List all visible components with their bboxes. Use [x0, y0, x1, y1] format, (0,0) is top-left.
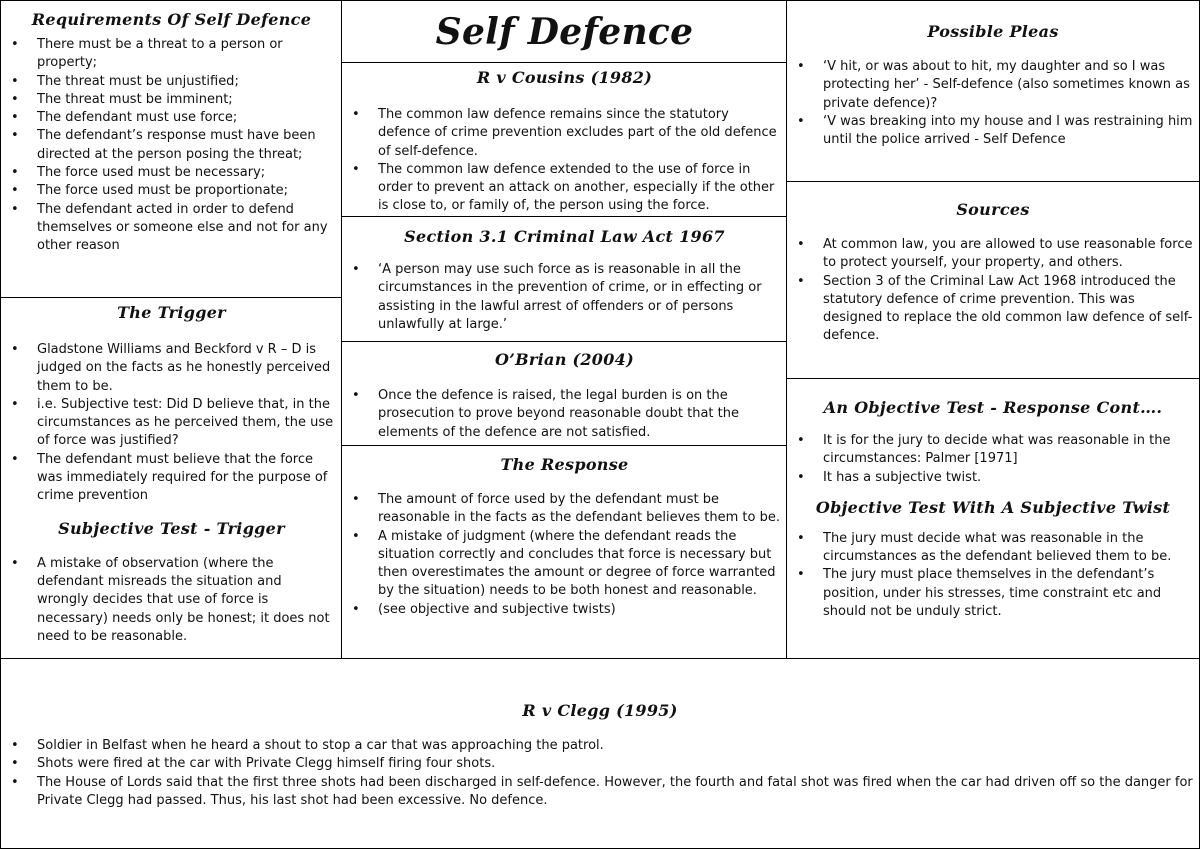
trigger-box [0, 297, 343, 660]
list-item: • Soldier in Belfast when he heard a shout to stop a car that was approaching the patrol. [1, 737, 1199, 755]
requirements-list [1, 36, 342, 256]
objective-twist-title: Objective Test With A Subjective Twist [815, 497, 1171, 517]
objective-cont-list [787, 432, 1199, 487]
trigger-list [1, 341, 342, 506]
list-item: • The jury must decide what was reasonable in the circumstances as the defendant believed them to be. [787, 530, 1199, 567]
section3-title: Section 3.1 Criminal Law Act 1967 [404, 227, 725, 246]
list-item: • Once the defence is raised, the legal burden is on the prosecution to prove beyond reasonable doubt that the elements of the defence are not satisfied. [342, 387, 787, 442]
requirements-box [0, 0, 343, 299]
list-item: • The defendant’s response must have been directed at the person posing the threat; [1, 127, 342, 164]
obrian-list [342, 387, 787, 442]
list-item: • It is for the jury to decide what was reasonable in the circumstances: Palmer [1971] [787, 432, 1199, 469]
list-item: • The House of Lords said that the first three shots had been discharged in self-defence. However, the fourth and fatal shot was fired when the car had driven off so the danger for Private Clegg had passed. Thus, his last shot had been excessive. No defence. [1, 774, 1199, 811]
list-item: • ‘A person may use such force as is reasonable in all the circumstances in the prevention of crime, or in effecting or assisting in the lawful arrest of offenders or of persons unlawfully at large.’ [342, 261, 787, 334]
list-item: • i.e. Subjective test: Did D believe that, in the circumstances as he perceived them, the use of force was justified? [1, 396, 342, 451]
cousins-list [342, 106, 787, 216]
sources-box [786, 181, 1200, 380]
page-title: Self Defence [435, 11, 694, 53]
clegg-title: R v Clegg (1995) [522, 701, 678, 720]
subjective-trigger-title: Subjective Test - Trigger [58, 518, 285, 538]
subjective-trigger-list [1, 555, 342, 646]
page-title-box [341, 0, 788, 64]
list-item: • ‘V hit, or was about to hit, my daughter and so I was protecting her’ - Self-defence (also sometimes known as private defence)? [787, 58, 1199, 113]
list-item: • A mistake of observation (where the defendant misreads the situation and wrongly decides that use of force is necessary) needs only be honest; it does not need to be reasonable. [1, 555, 342, 646]
section3-list [342, 261, 787, 334]
list-item: • The defendant must believe that the force was immediately required for the purpose of crime prevention [1, 451, 342, 506]
clegg-box [0, 658, 1200, 849]
sources-list [787, 236, 1199, 346]
list-item: • There must be a threat to a person or property; [1, 36, 342, 73]
sources-title: Sources [956, 200, 1030, 219]
list-item: • The common law defence extended to the use of force in order to prevent an attack on another, especially if the other is close to, or family of, the person using the force. [342, 161, 787, 216]
list-item: • Gladstone Williams and Beckford v R – D is judged on the facts as he honestly perceived them to be. [1, 341, 342, 396]
response-box [341, 445, 788, 660]
list-item: • Shots were fired at the car with Private Clegg himself firing four shots. [1, 755, 1199, 773]
list-item: • The force used must be proportionate; [1, 182, 342, 200]
list-item: • The defendant must use force; [1, 109, 342, 127]
list-item: • Section 3 of the Criminal Law Act 1968 introduced the statutory defence of crime prevention. This was designed to replace the old common law defence of self-defence. [787, 273, 1199, 346]
objective-cont-title: An Objective Test - Response Cont…. [823, 398, 1163, 417]
clegg-list [1, 737, 1199, 810]
section3-box [341, 216, 788, 343]
trigger-title: The Trigger [117, 303, 226, 322]
list-item: • The common law defence remains since the statutory defence of crime prevention excludes part of the old defence of self-defence. [342, 106, 787, 161]
list-item: • The defendant acted in order to defend themselves or someone else and not for any other reason [1, 201, 342, 256]
list-item: • The threat must be imminent; [1, 91, 342, 109]
response-title: The Response [500, 455, 629, 474]
objective-box [786, 378, 1200, 660]
pleas-list [787, 58, 1199, 149]
list-item: • The force used must be necessary; [1, 164, 342, 182]
list-item: • At common law, you are allowed to use reasonable force to protect yourself, your property, and others. [787, 236, 1199, 273]
pleas-title: Possible Pleas [927, 22, 1059, 41]
response-list [342, 491, 787, 619]
requirements-title: Requirements Of Self Defence [31, 10, 312, 29]
list-item: • The amount of force used by the defendant must be reasonable in the facts as the defendant believes them to be. [342, 491, 787, 528]
list-item: • The jury must place themselves in the defendant’s position, under his stresses, time constraint etc and should not be unduly strict. [787, 566, 1199, 621]
list-item: • A mistake of judgment (where the defendant reads the situation correctly and concludes that force is necessary but then overestimates the amount or degree of force warranted by the situation) needs to be both honest and reasonable. [342, 528, 787, 601]
list-item: • The threat must be unjustified; [1, 73, 342, 91]
pleas-box [786, 0, 1200, 183]
list-item: • It has a subjective twist. [787, 469, 1199, 487]
objective-twist-list [787, 530, 1199, 621]
obrian-box [341, 341, 788, 447]
cousins-box [341, 62, 788, 218]
list-item: • ‘V was breaking into my house and I was restraining him until the police arrived - Self Defence [787, 113, 1199, 150]
cousins-title: R v Cousins (1982) [476, 68, 653, 87]
list-item: • (see objective and subjective twists) [342, 601, 787, 619]
obrian-title: O’Brian (2004) [495, 350, 634, 369]
